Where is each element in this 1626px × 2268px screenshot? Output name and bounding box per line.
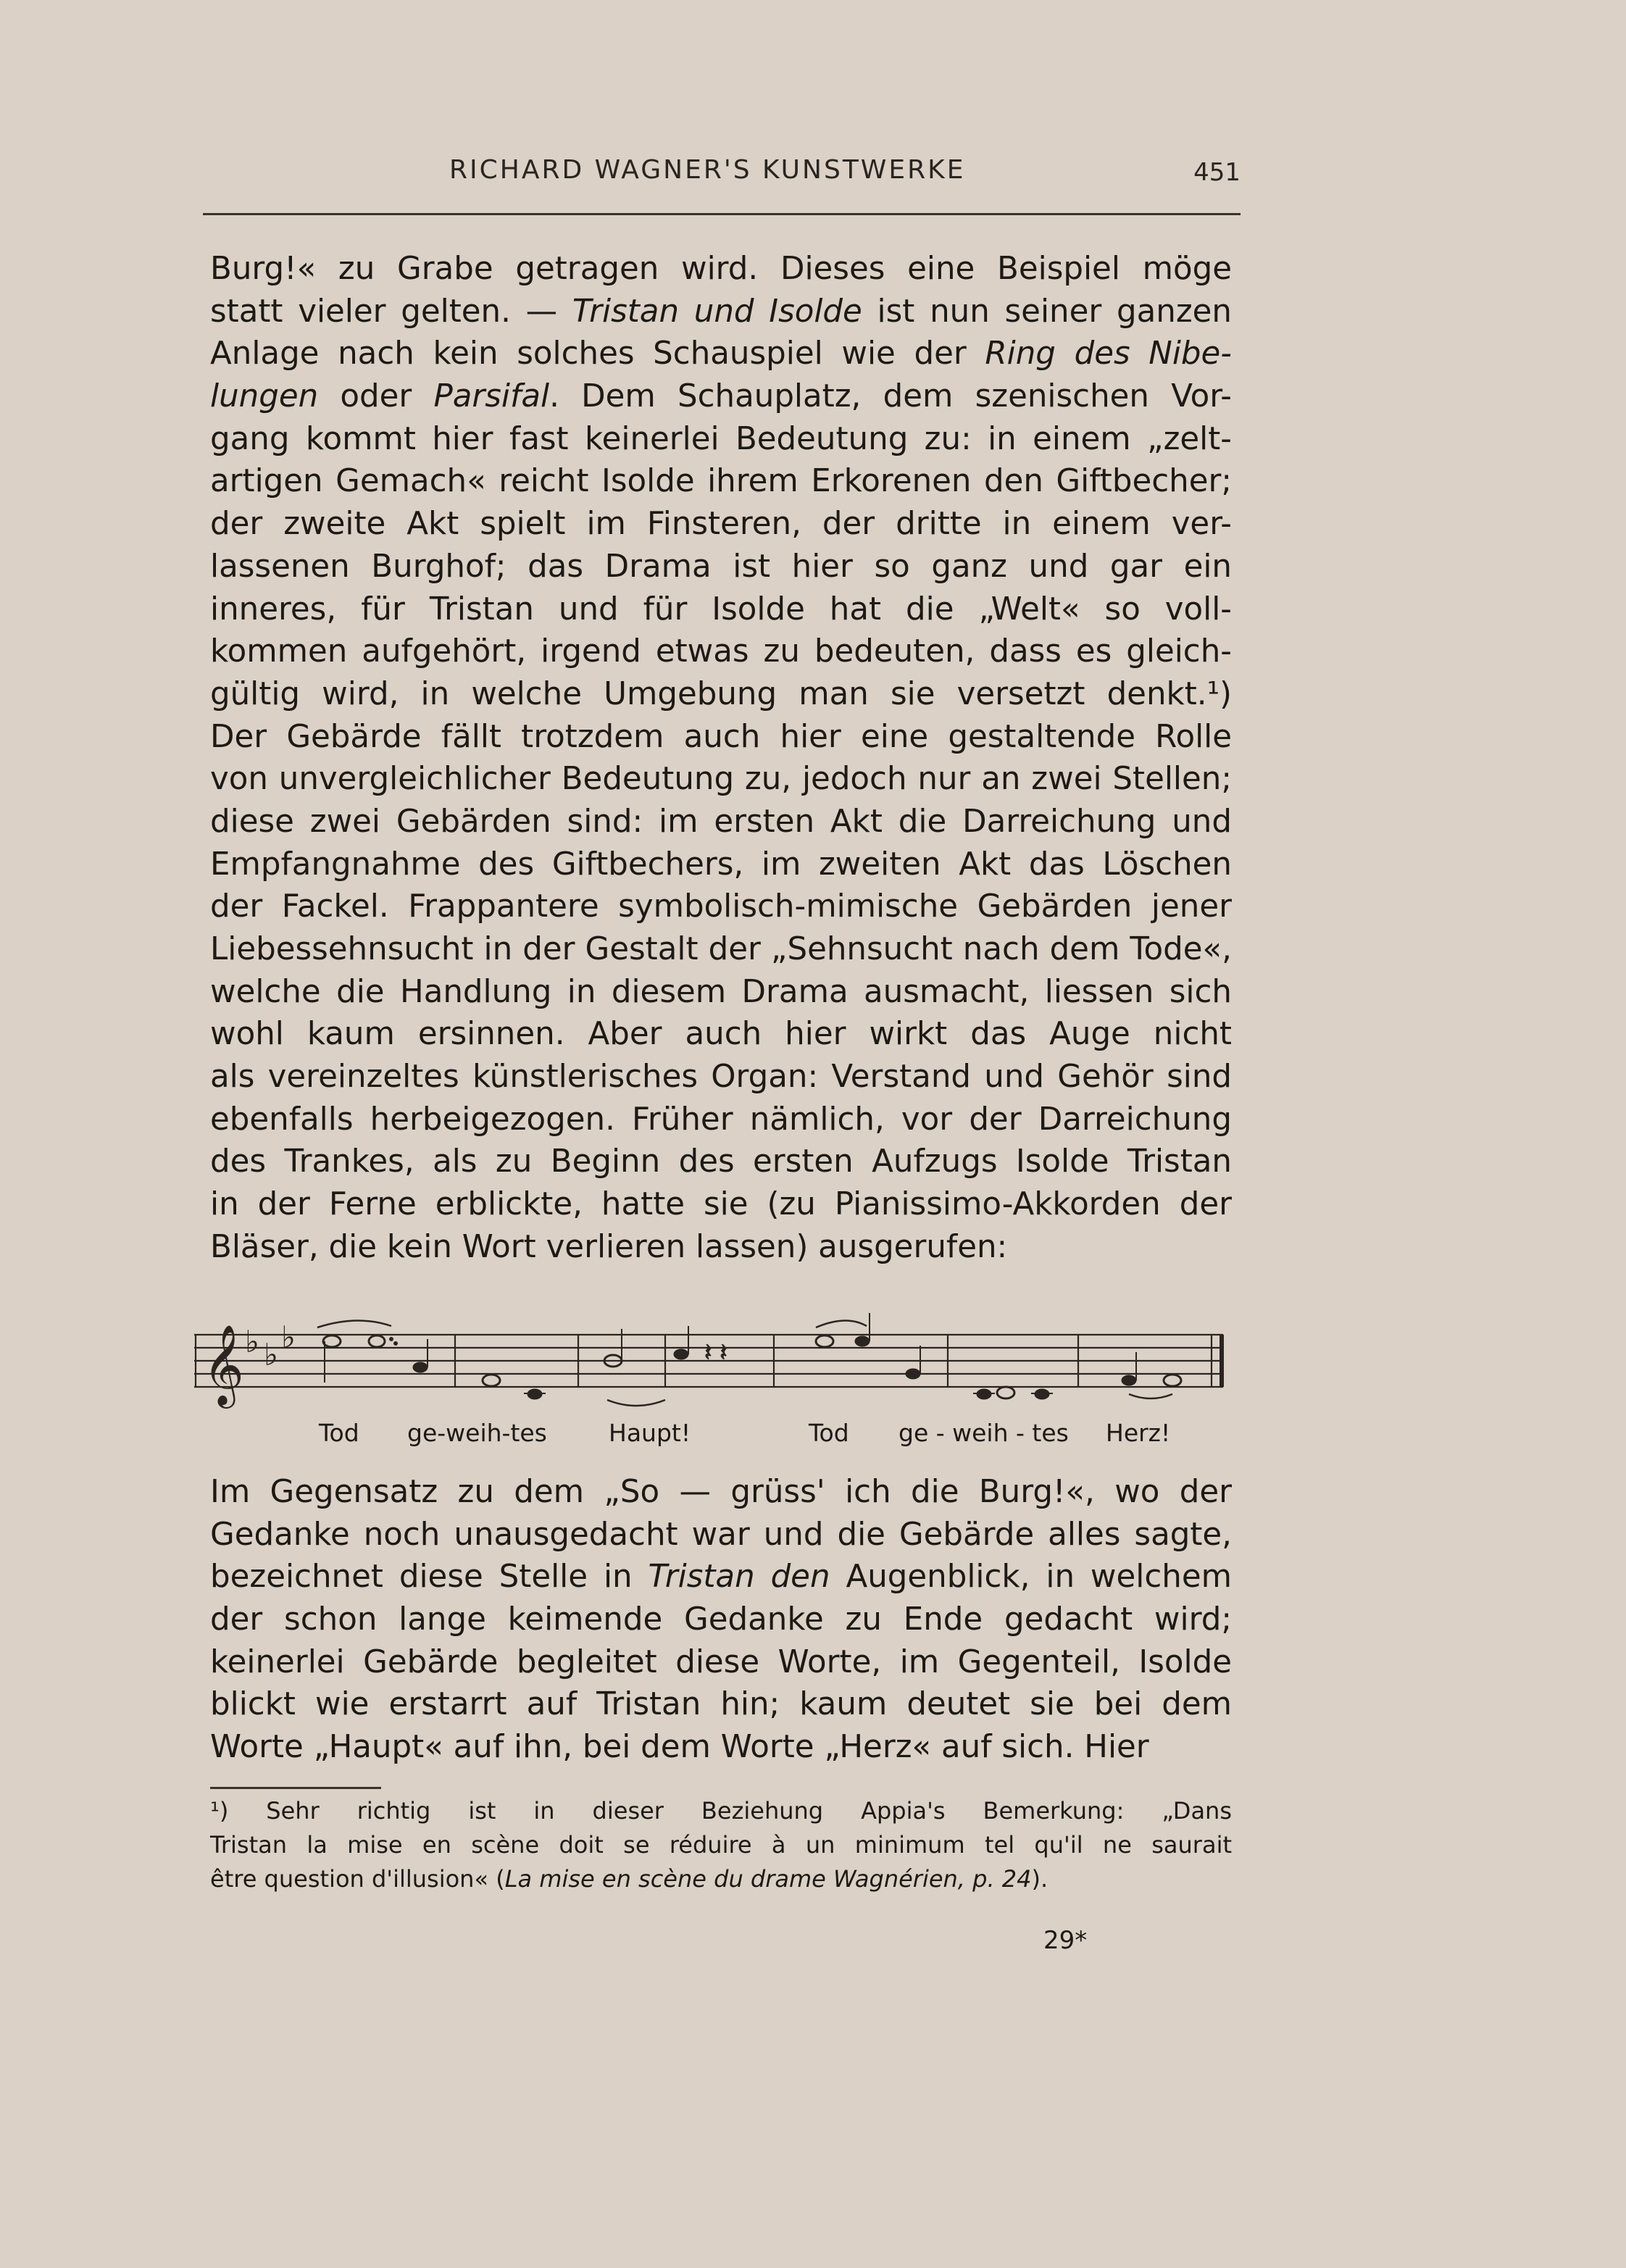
lyric-syllable: Tod bbox=[319, 1419, 359, 1447]
text-line: gang kommt hier fast keinerlei Bedeutung zu: in einem „zelt- bbox=[210, 420, 1232, 457]
lyric-syllable: ge-weih-tes bbox=[407, 1419, 547, 1447]
text-line: Burg!« zu Grabe getragen wird. Dieses eine Beispiel möge bbox=[210, 251, 1232, 287]
text-line: Der Gebärde fällt trotzdem auch hier eine gestaltende Rolle bbox=[210, 718, 1232, 755]
text-line: der schon lange keimende Gedanke zu Ende gedacht wird; bbox=[210, 1601, 1232, 1638]
running-title: RICHARD WAGNER'S KUNSTWERKE bbox=[449, 155, 966, 185]
text-line: ¹) Sehr richtig ist in dieser Beziehung Appia's Bemerkung: „Dans bbox=[210, 1797, 1232, 1825]
text-line: inneres, für Tristan und für Isolde hat die „Welt« so voll- bbox=[210, 591, 1232, 628]
treble-clef bbox=[203, 1324, 244, 1409]
text-line: Tristan la mise en scène doit se réduire à un minimum tel qu'il ne saurait bbox=[210, 1831, 1232, 1859]
header-rule bbox=[203, 213, 1241, 215]
text-line: Gedanke noch unausgedacht war und die Gebärde alles sagte, bbox=[210, 1516, 1232, 1553]
text-line: Worte „Haupt« auf ihn, bei dem Worte „Herz« auf sich. Hier bbox=[210, 1729, 1149, 1766]
paragraph-2 bbox=[210, 1471, 1232, 1769]
paragraph-1 bbox=[210, 248, 1232, 1269]
page-number: 451 bbox=[1193, 158, 1241, 187]
text-line: der Fackel. Frappantere symbolisch-mimische Gebärden jener bbox=[210, 888, 1232, 925]
text-line: artigen Gemach« reicht Isolde ihrem Erkorenen den Giftbecher; bbox=[210, 463, 1232, 500]
text-line: blickt wie erstarrt auf Tristan hin; kaum deutet sie bei dem bbox=[210, 1686, 1232, 1723]
footnote bbox=[210, 1794, 1232, 1896]
text-line: gültig wird, in welche Umgebung man sie versetzt denkt.¹) bbox=[210, 675, 1232, 712]
page-header bbox=[203, 155, 1241, 199]
svg-text:𝄞: 𝄞 bbox=[203, 1324, 244, 1405]
text-line: Liebessehnsucht in der Gestalt der „Sehnsucht nach dem Tode«, bbox=[210, 931, 1232, 967]
text-line: von unvergleichlicher Bedeutung zu, jedoch nur an zwei Stellen; bbox=[210, 761, 1232, 798]
text-line: in der Ferne erblickte, hatte sie (zu Pianissimo-Akkorden der bbox=[210, 1186, 1232, 1223]
text-line: Empfangnahme des Giftbechers, im zweiten Akt das Löschen bbox=[210, 846, 1232, 883]
lyric-syllable: Herz! bbox=[1106, 1419, 1171, 1447]
text-line: des Trankes, als zu Beginn des ersten Aufzugs Isolde Tristan bbox=[210, 1143, 1232, 1180]
text-line: statt vieler gelten. — Tristan und Isolde ist nun seiner ganzen bbox=[210, 293, 1232, 330]
text-line: kommen aufgehört, irgend etwas zu bedeuten, dass es gleich- bbox=[210, 633, 1232, 670]
lyric-syllable: ge - weih - tes bbox=[899, 1419, 1069, 1447]
text-line: welche die Handlung in diesem Drama ausmacht, liessen sich bbox=[210, 973, 1232, 1010]
footnote-rule bbox=[210, 1787, 381, 1789]
lyric-syllable: Tod bbox=[809, 1419, 849, 1447]
text-line: diese zwei Gebärden sind: im ersten Akt die Darreichung und bbox=[210, 803, 1232, 840]
music-lyrics bbox=[319, 1419, 1188, 1455]
lyric-syllable: Haupt! bbox=[609, 1419, 691, 1447]
text-line: bezeichnet diese Stelle in Tristan den Augenblick, in welchem bbox=[210, 1559, 1232, 1596]
text-line: ebenfalls herbeigezogen. Früher nämlich, vor der Darreichung bbox=[210, 1101, 1232, 1138]
text-line: keinerlei Gebärde begleitet diese Worte, im Gegenteil, Isolde bbox=[210, 1643, 1232, 1680]
signature-mark: 29* bbox=[1043, 1926, 1088, 1955]
text-line: Anlage nach kein solches Schauspiel wie der Ring des Nibe- bbox=[210, 335, 1232, 372]
svg-text:𝄽 𝄽: 𝄽 𝄽 bbox=[704, 1338, 727, 1367]
svg-text:♭: ♭ bbox=[281, 1319, 296, 1355]
svg-text:♭: ♭ bbox=[245, 1324, 259, 1359]
notes bbox=[317, 1313, 1181, 1406]
text-line: wohl kaum ersinnen. Aber auch hier wirkt das Auge nicht bbox=[210, 1016, 1232, 1053]
text-line: Im Gegensatz zu dem „So — grüss' ich die Burg!«, wo der bbox=[210, 1474, 1232, 1510]
key-signature-flats bbox=[245, 1319, 296, 1372]
text-line: Bläser, die kein Wort verlieren lassen) ausgerufen: bbox=[210, 1228, 1008, 1265]
text-line: lungen oder Parsifal. Dem Schauplatz, dem szenischen Vor- bbox=[210, 378, 1232, 415]
svg-text:♭: ♭ bbox=[264, 1337, 278, 1372]
text-line: als vereinzeltes künstlerisches Organ: Verstand und Gehör sind bbox=[210, 1059, 1232, 1096]
text-line: der zweite Akt spielt im Finsteren, der dritte in einem ver- bbox=[210, 506, 1232, 543]
text-line: lassenen Burghof; das Drama ist hier so ganz und gar ein bbox=[210, 548, 1232, 585]
text-line: être question d'illusion« (La mise en scène du drame Wagnérien, p. 24). bbox=[210, 1865, 1048, 1893]
